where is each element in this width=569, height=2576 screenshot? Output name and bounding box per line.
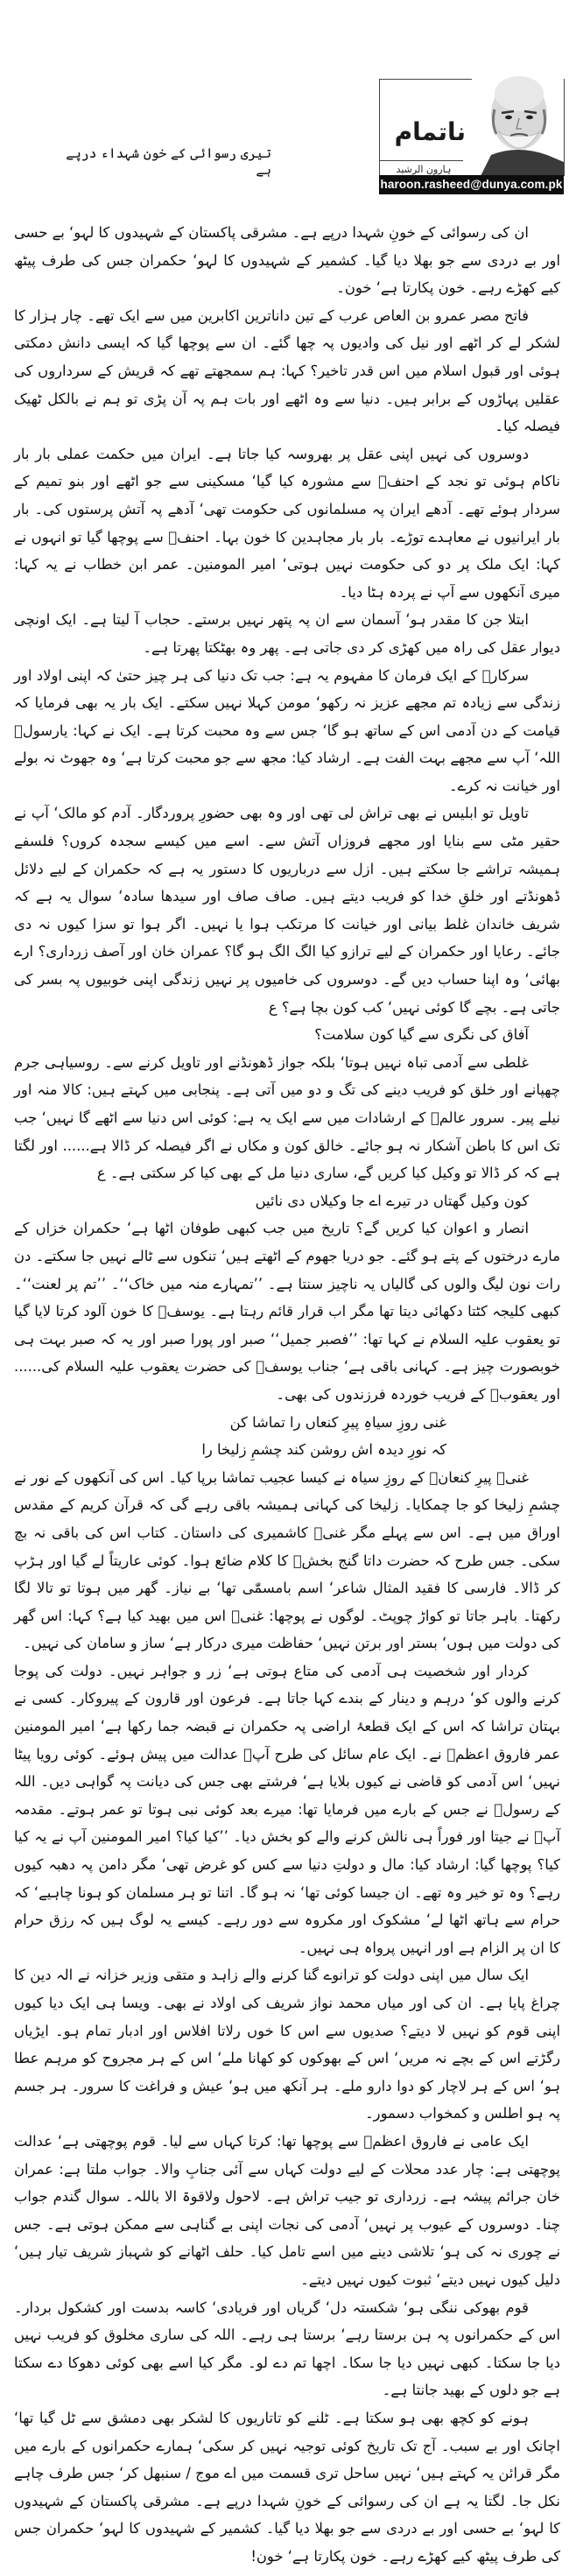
paragraph: کردار اور شخصیت ہی آدمی کی متاع ہوتی ہے‘ زر و جواہر نہیں۔ دولت کی پوجا کرنے والوں کو‘ درہم و دینار کے بندے کہا جاتا ہے۔ فرعون اور قارون کے پیروکار۔ کسی نے بہتان تراشا کہ اس کے ایک قطعۂ اراضی پہ حکمران نے قبضہ جما رکھا ہے‘ امیر المومنین عمر فاروق اعظمؓ نے۔ ایک عام سائل کی طرح آپؓ عدالت میں پیش ہوئے۔ کوئی رویا پیٹا نہیں‘ اس آدمی کو قاضی نے کیوں بلایا ہے‘ فرشتے بھی جس کی دیانت پہ گواہی دیں۔ اللہ کے رسولؐ نے جس کے بارے میں فرمایا تھا: میرے بعد کوئی نبی ہوتا تو عمر ہوتے۔ مقدمہ آپؓ نے جیتا اور فوراً ہی نالش کرنے والے کو بخش دیا۔ ’’کیا کیا؟ امیر المومنین آپ نے یہ کیا کیا؟ پوچھا گیا: ارشاد کیا: مال و دولتِ دنیا سے کس کو غرض تھی‘ مگر دامن پہ دھبہ کیوں رہے؟ وہ تو خیر وہ تھے۔ ان جیسا کوئی تھا‘ نہ ہو گا۔ اتنا تو ہر مسلمان کو ہونا چاہیے‘ کہ حرام سے ہاتھ اٹھا لے‘ مشکوک اور مکروہ سے دور رہے۔ کیسے یہ لوگ ہیں کہ رزق حرام کا ان پر الزام ہے اور انہیں پرواہ ہی نہیں۔ <box>14 1662 560 1956</box>
paragraph: ہونے کو کچھ بھی ہو سکتا ہے۔ ٹلنے کو تاتاریوں کا لشکر بھی دمشق سے ٹل گیا تھا‘ اچانک اور بے سبب۔ آج تک تاریخ کوئی توجیہ نہیں کر سکی‘ ہمارے حکمرانوں کے بارے میں مگر قرائن یہ کہتے ہیں‘ نہیں ساحل تری قسمت میں اے موج / سنبھل کر‘ جس طرف چاہے نکل جا۔ لگتا یہ ہے ان کی رسوائی کے خونِ شہدا درپے ہے۔ مشرقی پاکستان کے شہیدوں کا لہو‘ بے حسی اور بے دردی سے جو بھلا دیا گیا۔ کشمیر کے شہیدوں کا لہو‘ حکمران جس کی طرف پیٹھ کیے کھڑے رہے۔ خون پکارتا ہے‘ خون! <box>14 2409 560 2565</box>
paragraph: انصار و اعوان کیا کریں گے؟ تاریخ میں جب کبھی طوفان اٹھا ہے‘ حکمران خزاں کے مارے درختوں کے پتے ہو گئے۔ جو دریا جھوم کے اٹھتے ہیں‘ تنکوں سے ٹالے نہیں جا سکتے۔ دن رات نون لیگ والوں کی گالیاں یہ ناچیز سنتا ہے۔ ’’تمہارے منہ میں خاک‘‘۔ ’’تم پر لعنت‘‘۔ کبھی کلیجہ کٹتا دکھائی دیتا تھا مگر اب قرار قائم رہتا ہے۔ یوسفؑ کا خون آلود کرتا لایا گیا تو یعقوب علیہ السلام نے کہا تھا: ’’فصبر جمیل‘‘ صبر اور پورا صبر اور یہ کہ صبر بہت ہی خوبصورت چیز ہے۔ کہانی باقی ہے‘ جناب یوسفؑ کی حضرت یعقوب علیہ السلام کی...... اور یعقوبؑ کے فریب خوردہ فرزندوں کی بھی۔ <box>14 1220 560 1403</box>
couplet-line: کہ نورِ دیدہ اش روشن کند چشمِ زلیخا را <box>201 1441 446 1459</box>
author-portrait-icon <box>472 74 564 176</box>
paragraph: دوسروں کی نہیں اپنی عقل پر بھروسہ کیا جاتا ہے۔ ایران میں حکمت عملی بار بار ناکام ہوئی تو نجد کے احنفؒ سے مشورہ کیا گیا‘ مسکینی سے جو اٹھے اور بنو تمیم کے سردار ہوئے تھے۔ آدھے ایران پہ مسلمانوں کی حکومت تھی‘ آدھے پہ آتش پرستوں کی۔ بار بار ایرانیوں نے معاہدے توڑے۔ بار بار مجاہدین کا خون بہا۔ احنفؒ سے پوچھا گیا تو انہوں نے کہا: ایک ملک پر دو کی حکومت نہیں ہوتی‘ امیر المومنین۔ عمر ابن خطاب نے یہ کہا: میری آنکھوں سے آپ نے پردہ ہٹا دیا۔ <box>14 445 560 601</box>
author-email[interactable]: haroon.rasheed@dunya.com.pk <box>379 175 564 194</box>
paragraph: ان کی رسوائی کے خونِ شہدا درپے ہے۔ مشرقی پاکستان کے شہیدوں کا لہو‘ بے حسی اور بے دردی سے جو بھلا دیا گیا۔ کشمیر کے شہیدوں کا لہو‘ حکمران جس کی طرف پیٹھ کیے کھڑے رہے۔ خون پکارتا ہے‘ خون۔ <box>14 224 560 297</box>
paragraph: قوم بھوکی ننگی ہو‘ شکستہ دل‘ گریاں اور فریادی‘ کاسہ بدست اور کشکول بردار۔ اس کے حکمرانوں پہ ہن برستا رہے‘ برستا ہی رہے۔ اللہ کی ساری مخلوق کو فریب نہیں دیا جا سکتا۔ کبھی نہیں دیا جا سکا۔ اچھا تم دے لو۔ مگر کیا اسے بھی کوئی دھوکا دے سکتا ہے جو دلوں کے بھید جانتا ہے۔ <box>14 2298 560 2399</box>
author-name: ہارون الرشید <box>396 164 452 175</box>
column-logo: ناتمام <box>394 117 466 146</box>
paragraph: سرکارؐ کے ایک فرمان کا مفہوم یہ ہے: جب تک دنیا کی ہر چیز حتیٰ کہ اپنی اولاد اور زندگی سے زیادہ تم مجھے عزیز نہ رکھو‘ مومن کہلا نہیں سکتے۔ ایک بار یہ بھی فرمایا کہ قیامت کے دن آدمی اس کے ساتھ ہو گا‘ جس سے وہ محبت کرتا ہے۔ ایک نے کہا: یارسولؐ اللہ‘ آپ سے مجھے بہت الفت ہے۔ ارشاد کیا: مجھ سے جو محبت کرتا ہے‘ وہ جھوٹ نہ بولے اور خیانت نہ کرے۔ <box>14 666 560 794</box>
column-header <box>379 79 565 176</box>
paragraph: ابتلا جن کا مقدر ہو‘ آسمان سے ان پہ پتھر نہیں برستے۔ حجاب آ لیتا ہے۔ ایک اونچی دیوار عقل کی راہ میں کھڑی کر دی جاتی ہے۔ پھر وہ بھٹکتا پھرتا ہے۔ <box>14 611 560 656</box>
logo-divider <box>380 160 463 161</box>
paragraph: غلطی سے آدمی تباہ نہیں ہوتا‘ بلکہ جواز ڈھونڈنے اور تاویل کرنے سے۔ روسیاہی جرم چھپانے اور خلق کو فریب دینے کی تگ و دو میں آتی ہے۔ پنجابی میں کہتے ہیں: کالا منہ اور نیلے پیر۔ سرور عالمؐ کے ارشادات میں سے ایک یہ ہے: کوئی اس دنیا سے اٹھے گا نہیں‘ جب تک اس کا باطن آشکار نہ ہو جائے۔ خالق کون و مکاں نے اگر فیصلہ کر ڈالا ہے...... اور لگتا ہے کہ کر ڈالا تو وکیل کیا کریں گے، ساری دنیا مل کے بھی کیا کر سکتی ہے۔ ع <box>14 1053 560 1182</box>
verse-line: کون وکیل گھتاں در تیرے اے جا وکیلاں دی نائیں <box>255 1192 529 1209</box>
couplet-line: غنی روزِ سیاہِ پیرِ کنعاں را تماشا کن <box>229 1413 446 1431</box>
paragraph: غنیؔ پیرِ کنعانؑ کے روزِ سیاہ نے کیسا عجیب تماشا برپا کیا۔ اس کی آنکھوں کے نور نے چشمِ زلیخا کو جا چمکایا۔ زلیخا کی کہانی ہمیشہ باقی رہے گی کہ قرآن کریم کے مقدس اوراق میں ہے۔ اس سے پہلے مگر غنیؔ کاشمیری کی داستان۔ کتاب اس کی باقی نہ بچ سکی۔ جس طرح کہ حضرت داتا گنج بخشؒ کا کلام ضائع ہوا۔ کوئی عاریتاً لے گیا اور ہڑپ کر ڈالا۔ فارسی کا فقید المثال شاعر‘ اسم بامسمّٰی تھا‘ بے نیاز۔ گھر میں ہوتا تو تالا لگا رکھتا۔ باہر جاتا تو کواڑ چوپٹ۔ لوگوں نے پوچھا: غنیؔ اس میں بھید کیا ہے؟ کہا: اس گھر کی دولت میں ہوں‘ بستر اور برتن نہیں‘ حفاظت میری درکار ہے‘ ساز و سامان کی نہیں۔ <box>14 1468 560 1652</box>
article-body <box>14 219 560 2570</box>
paragraph: ایک عامی نے فاروق اعظمؓ سے پوچھا تھا: کرتا کہاں سے لیا۔ قوم پوچھتی ہے‘ عدالت پوچھتی ہے: چار عدد محلات کے لیے دولت کہاں سے آئی جنابِ والا۔ جواب ملتا ہے: عمران خان جرائم پیشہ ہے۔ زرداری تو جیب تراش ہے۔ لاحول ولاقوۃ الا باللہ۔ سوال گندم جواب چنا۔ دوسروں کے عیوب پر نہیں‘ آدمی کی نجات اپنی بے گناہی سے ممکن ہوتی ہے۔ جس نے چوری نہ کی ہو‘ تلاشی دینے میں اسے تامل کیا۔ حلف اٹھانے کو شہباز شریف تیار ہیں‘ دلیل کیوں نہیں دیتے‘ ثبوت کیوں نہیں دیتے۔ <box>14 2132 560 2288</box>
paragraph: تاویل تو ابلیس نے بھی تراش لی تھی اور وہ بھی حضورِ پروردگار۔ آدم کو مالک‘ آپ نے حقیر مٹی سے بنایا اور مجھے فروزاں آتش سے۔ اسے میں کیسے سجدہ کروں؟ فلسفے ہمیشہ تراشے جا سکتے ہیں۔ ازل سے درباریوں کا دستور یہ ہے کہ حکمران کے لیے دلائل ڈھونڈتے اور خلقِ خدا کو فریب دیتے ہیں۔ صاف صاف اور سیدھا سادہ‘ سوال یہ ہے کہ شریف خاندان غلط بیانی اور خیانت کا مرتکب ہوا یا نہیں۔ اگر ہوا تو سزا کیوں نہ دی جائے۔ رعایا اور حکمران کے لیے ترازو کیا الگ الگ ہو گا؟ عمران خان اور آصف زرداری؟ ارے بھائی‘ وہ اپنا حساب دیں گے۔ دوسروں کی خامیوں پر نہیں زندگی اپنی خوبیوں پہ بسر کی جاتی ہے۔ بچے گا کوئی نہیں‘ کب کون بچا ہے؟ ع <box>14 805 560 1016</box>
paragraph: ایک سال میں اپنی دولت کو ترانوے گنا کرنے والے زاہد و متقی وزیر خزانہ نے الہ دین کا چراغ پایا ہے۔ ان کی اور میاں محمد نواز شریف کی اولاد نے بھی۔ ویسا ہی ایک دیا کیوں اپنی قوم کو نہیں لا دیتے؟ صدیوں سے اس کا خوں رلاتا افلاس اور ادبار تمام ہو۔ ایڑیاں رگڑتے اس کے بچے نہ مریں‘ اس کے بھوکوں کو کھانا ملے‘ اس کے ہر مجروح کو مرہم عطا ہو‘ اس کے ہر لاچار کو دوا دارو ملے۔ ہر آنکھ میں ہو‘ عیش و فراغت کا سرور۔ ہر جسم پہ ہو اطلس و کمخواب دسمور۔ <box>14 1967 560 2122</box>
verse-line: آفاق کی نگری سے گیا کون سلامت؟ <box>314 1026 529 1044</box>
paragraph: فاتح مصر عمرو بن العاص عرب کے تین داناترین اکابرین میں سے ایک تھے۔ چار ہزار کا لشکر لے کر اٹھے اور نیل کی وادیوں پہ چھا گئے۔ ان سے پوچھا گیا کہ ایسی دانش دمکتی ہوئی اور قبول اسلام میں اس قدر تاخیر؟ کہا: ہم سمجھتے تھے کہ قریش کے سرداروں کی عقلیں پہاڑوں کے برابر ہیں۔ دنیا سے وہ اٹھے اور بات ہم پہ آن پڑی تو ہم نے بالکل ٹھیک فیصلہ کیا۔ <box>14 306 560 435</box>
article-title: تیری رسوائی کے خونِ شہداء درپے ہے <box>66 145 271 178</box>
